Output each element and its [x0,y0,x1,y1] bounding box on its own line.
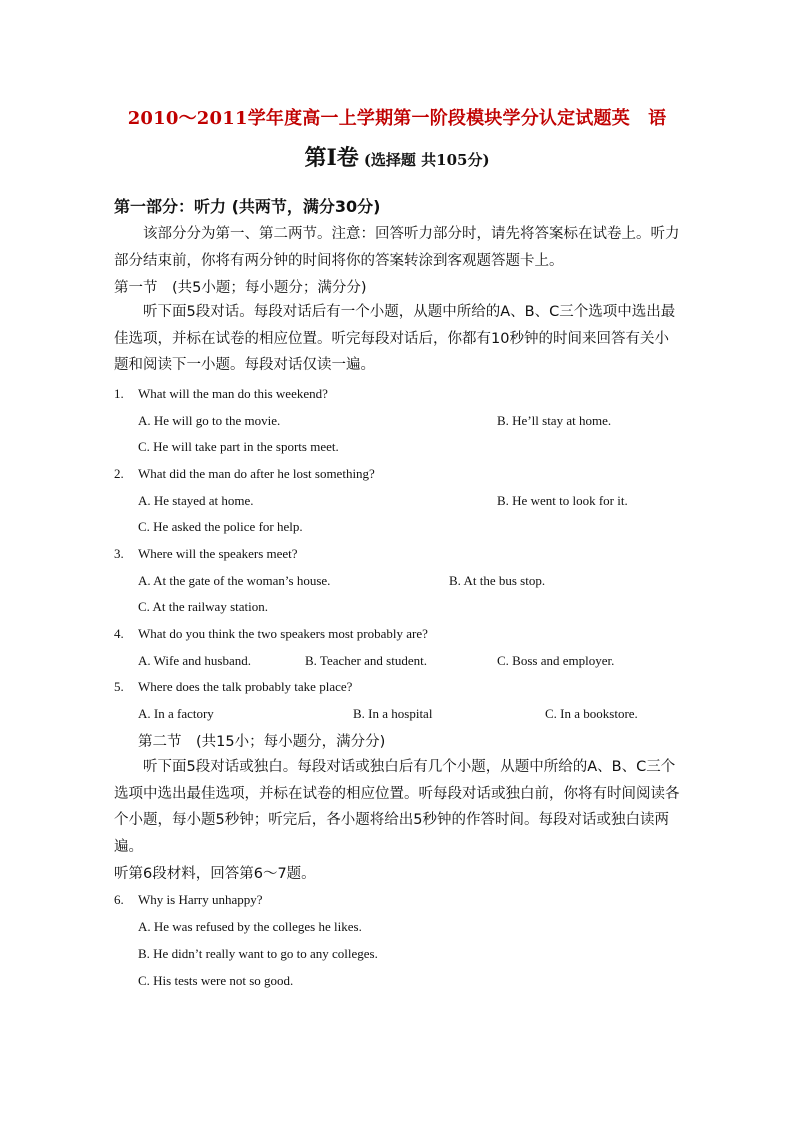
section2-instructions: 听下面5段对话或独白。每段对话或独白后有几个小题，从题中所给的A、B、C三个选项中选出最佳选项，并标在试卷的相应位置。听每段对话或独白前，你将有时间阅读各个小题，每小题5秒钟；听完后，各小题将给出5秒钟的作答时间。每段对话或独白读两遍。 [114,759,680,855]
q4-option-c: C. Boss and employer. [497,653,615,668]
part1-intro: 该部分分为第一、第二两节。注意：回答听力部分时，请先将答案标在试卷上。听力部分结束前，你将有两分钟的时间将你的答案转涂到客观题答题卡上。 [114,226,680,269]
q6-option-a: A. He was refused by the colleges he likes. [138,919,362,934]
question-number: 5. [114,679,124,694]
q1-option-c: C. He will take part in the sports meet. [138,439,339,454]
exam-title: 2010～2011学年度高一上学期第一阶段模块学分认定试题英 语 [127,108,667,129]
question-number: 2. [114,466,124,481]
q1-option-a: A. He will go to the movie. [138,413,281,428]
q6-option-b: B. He didn’t really want to go to any colleges. [138,946,378,961]
q2-option-c: C. He asked the police for help. [138,519,303,534]
q3-option-b: B. At the bus stop. [449,573,546,588]
question-number: 3. [114,546,124,561]
q5-option-c: C. In a bookstore. [545,706,638,721]
q3-option-a: A. At the gate of the woman’s house. [138,573,331,588]
q4-option-a: A. Wife and husband. [138,653,251,668]
section1-label: 第一节 (共5小题；每小题分；满分分) [114,280,367,296]
volume-heading [0,141,794,172]
question-text: What did the man do after he lost something? [138,466,375,481]
question-6 [114,892,263,908]
question-number: 6. [114,892,124,907]
volume-label: 第Ⅰ卷 [304,145,359,171]
question-text: What will the man do this weekend? [138,386,328,401]
question-text: Where does the talk probably take place? [138,679,353,694]
question-text: What do you think the two speakers most probably are? [138,626,428,641]
section2-label: 第二节 (共15小；每小题分，满分分) [138,734,386,750]
q6-option-c: C. His tests were not so good. [138,973,294,988]
q5-option-a: A. In a factory [138,706,214,721]
q3-option-c: C. At the railway station. [138,599,268,614]
q4-option-b: B. Teacher and student. [305,653,427,668]
question-number: 1. [114,386,124,401]
material-6-label: 听第6段材料，回答第6～7题。 [114,866,316,882]
part1-heading: 第一部分：听力 (共两节，满分30分) [114,197,381,216]
q1-option-b: B. He’ll stay at home. [497,413,612,428]
question-5 [114,679,352,695]
volume-note: (选择题 共105分) [363,151,490,169]
q2-option-a: A. He stayed at home. [138,493,254,508]
question-text: Where will the speakers meet? [138,546,298,561]
section1-instructions: 听下面5段对话。每段对话后有一个小题，从题中所给的A、B、C三个选项中选出最佳选项，并标在试卷的相应位置。听完每段对话后，你都有10秒钟的时间来回答有关小题和阅读下一小题。每段对话仅读一遍。 [114,304,676,373]
question-1 [114,386,328,402]
question-text: Why is Harry unhappy? [138,892,263,907]
question-4 [114,626,428,642]
question-number: 4. [114,626,124,641]
question-3 [114,546,298,562]
q5-option-b: B. In a hospital [353,706,433,721]
q2-option-b: B. He went to look for it. [497,493,628,508]
question-2 [114,466,375,482]
